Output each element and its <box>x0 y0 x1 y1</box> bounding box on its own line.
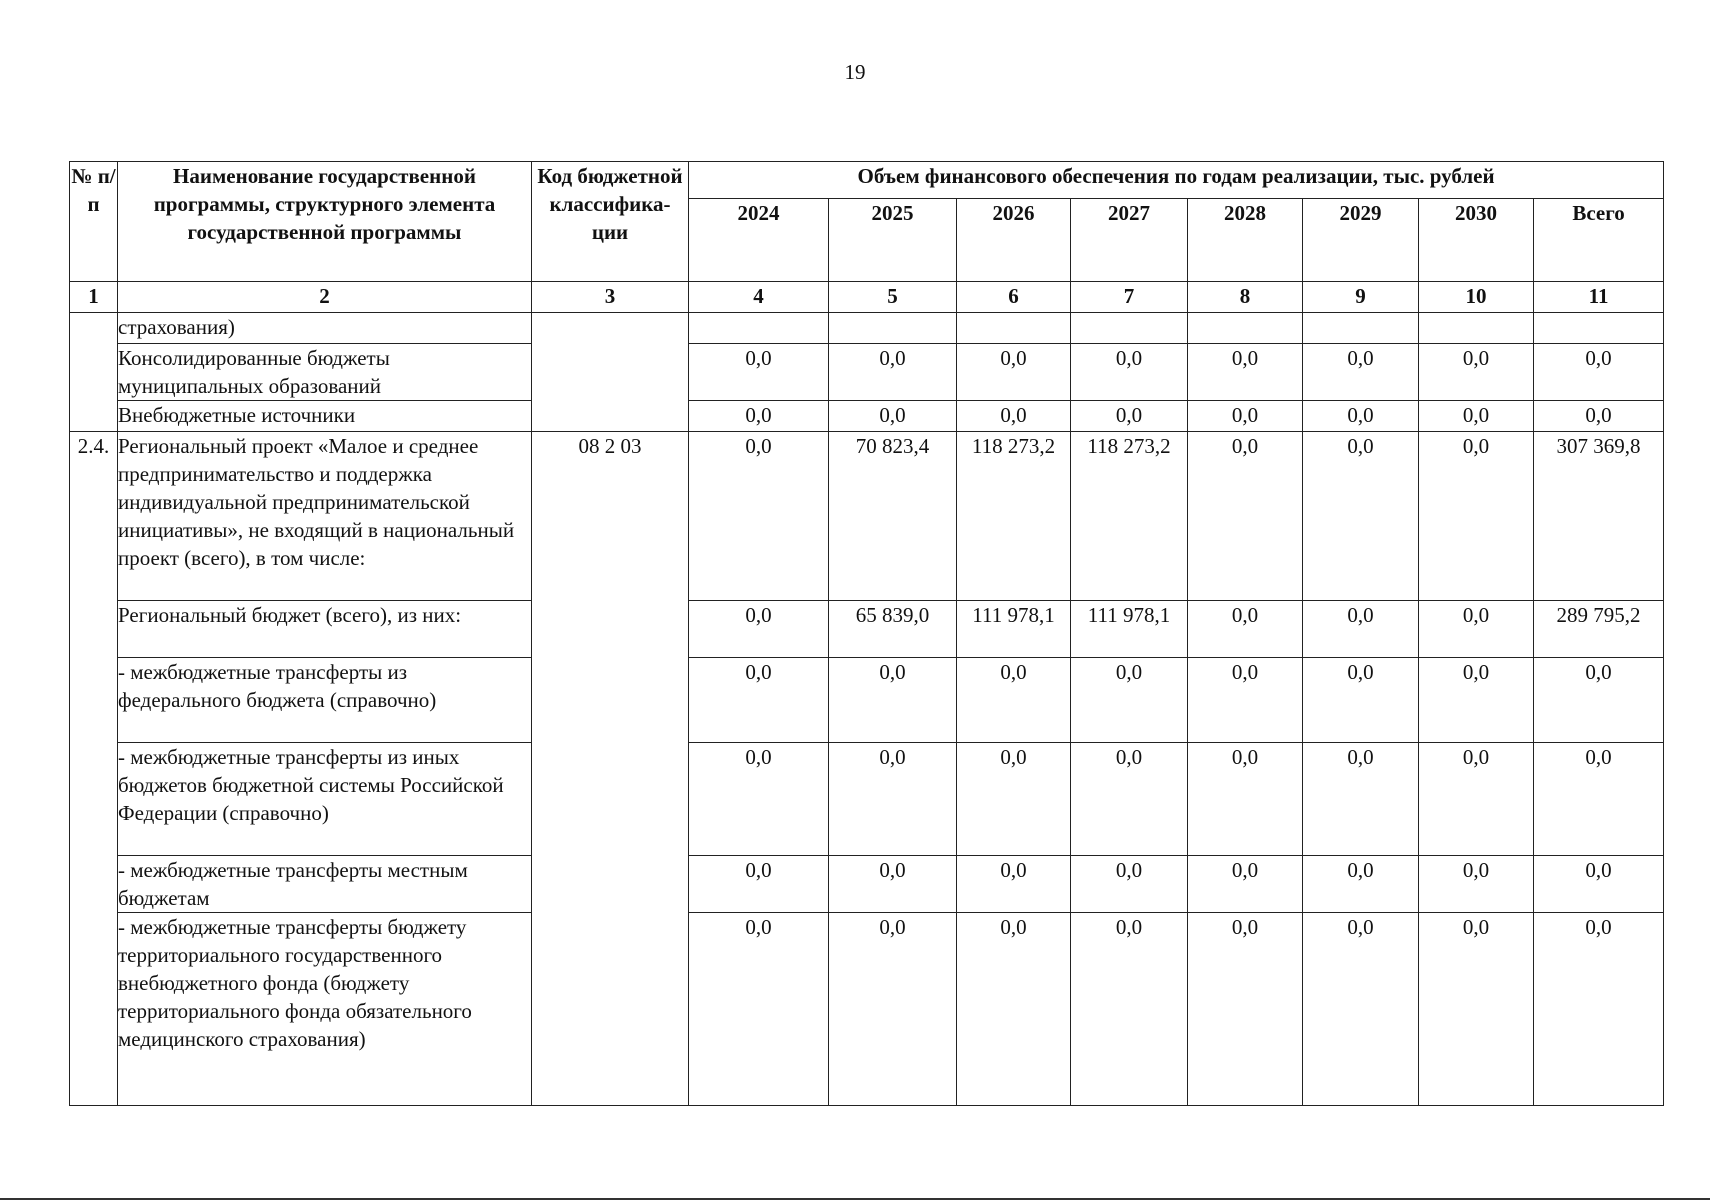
row-name: страхования) <box>118 313 532 344</box>
column-number: 2 <box>118 282 532 313</box>
row-index: 2.4. <box>70 432 118 1106</box>
column-number: 8 <box>1188 282 1303 313</box>
row-value: 0,0 <box>829 913 957 1106</box>
row-value: 307 369,8 <box>1534 432 1664 601</box>
table-row <box>70 313 1664 344</box>
row-value: 0,0 <box>1188 344 1303 401</box>
row-code: 08 2 03 <box>532 432 689 1106</box>
header-no: № п/п <box>70 162 118 282</box>
row-value <box>1419 313 1534 344</box>
header-year: 2026 <box>957 199 1071 282</box>
column-number: 4 <box>689 282 829 313</box>
row-value: 0,0 <box>829 856 957 913</box>
row-value: 0,0 <box>1419 743 1534 856</box>
row-value: 0,0 <box>1303 913 1419 1106</box>
row-value: 0,0 <box>689 401 829 432</box>
row-value: 0,0 <box>957 401 1071 432</box>
table-row <box>70 344 1664 401</box>
column-number: 1 <box>70 282 118 313</box>
column-number: 10 <box>1419 282 1534 313</box>
row-value <box>1534 313 1664 344</box>
row-name: Внебюджетные источники <box>118 401 532 432</box>
row-value: 0,0 <box>1534 743 1664 856</box>
row-value: 0,0 <box>1303 856 1419 913</box>
row-value: 0,0 <box>829 743 957 856</box>
header-year: 2030 <box>1419 199 1534 282</box>
row-value: 0,0 <box>957 743 1071 856</box>
table-row <box>70 658 1664 743</box>
row-value: 0,0 <box>689 344 829 401</box>
header-year: 2025 <box>829 199 957 282</box>
header-year: 2027 <box>1071 199 1188 282</box>
row-value: 0,0 <box>1303 344 1419 401</box>
row-name: Консолидированные бюджеты муниципальных образований <box>118 344 532 401</box>
row-name: - межбюджетные трансферты бюджету территориального государственного внебюджетного фонда (бюджету территориального фонда обязательного медицинского страхования) <box>118 913 532 1106</box>
table-row <box>70 856 1664 913</box>
row-name: Региональный бюджет (всего), из них: <box>118 601 532 658</box>
row-value: 0,0 <box>689 432 829 601</box>
row-value: 0,0 <box>689 913 829 1106</box>
row-value: 0,0 <box>1071 913 1188 1106</box>
row-value: 0,0 <box>829 401 957 432</box>
row-value: 0,0 <box>1303 401 1419 432</box>
row-value: 0,0 <box>1188 913 1303 1106</box>
row-value: 0,0 <box>1071 401 1188 432</box>
row-value: 289 795,2 <box>1534 601 1664 658</box>
row-value: 0,0 <box>1419 601 1534 658</box>
row-code-empty <box>532 313 689 432</box>
row-value: 0,0 <box>1071 344 1188 401</box>
row-value: 0,0 <box>1534 401 1664 432</box>
row-value: 0,0 <box>689 658 829 743</box>
row-value <box>1303 313 1419 344</box>
row-value: 0,0 <box>1188 658 1303 743</box>
row-value <box>1071 313 1188 344</box>
header-volume: Объем финансового обеспечения по годам реализации, тыс. рублей <box>689 162 1664 199</box>
row-value <box>957 313 1071 344</box>
row-value: 0,0 <box>1188 743 1303 856</box>
row-value: 0,0 <box>1303 658 1419 743</box>
header-year: 2028 <box>1188 199 1303 282</box>
column-number: 5 <box>829 282 957 313</box>
row-value: 0,0 <box>1419 401 1534 432</box>
row-value: 70 823,4 <box>829 432 957 601</box>
column-number: 9 <box>1303 282 1419 313</box>
row-value: 0,0 <box>1071 658 1188 743</box>
row-value: 0,0 <box>1419 913 1534 1106</box>
row-value: 0,0 <box>1534 913 1664 1106</box>
row-value: 0,0 <box>1534 344 1664 401</box>
header-name: Наименование государственной программы, структурного элемента государственной программы <box>118 162 532 282</box>
row-value: 0,0 <box>1419 658 1534 743</box>
financing-table <box>69 161 1664 1106</box>
row-value: 65 839,0 <box>829 601 957 658</box>
row-value: 0,0 <box>957 856 1071 913</box>
header-total: Всего <box>1534 199 1664 282</box>
row-value: 0,0 <box>689 601 829 658</box>
row-value: 0,0 <box>957 344 1071 401</box>
row-value: 0,0 <box>1188 856 1303 913</box>
row-value: 0,0 <box>1419 856 1534 913</box>
table-row <box>70 432 1664 601</box>
row-name: - межбюджетные трансферты из иных бюджетов бюджетной системы Российской Федерации (справочно) <box>118 743 532 856</box>
row-index-empty <box>70 313 118 432</box>
column-number: 11 <box>1534 282 1664 313</box>
row-value: 0,0 <box>1419 432 1534 601</box>
row-value <box>1188 313 1303 344</box>
row-name: - межбюджетные трансферты местным бюджетам <box>118 856 532 913</box>
row-value: 0,0 <box>1419 344 1534 401</box>
row-value: 111 978,1 <box>1071 601 1188 658</box>
header-year: 2024 <box>689 199 829 282</box>
header-code: Код бюджетной классифика-ции <box>532 162 689 282</box>
row-value: 0,0 <box>1303 743 1419 856</box>
row-value: 0,0 <box>829 344 957 401</box>
row-value: 0,0 <box>689 743 829 856</box>
table-row <box>70 743 1664 856</box>
table-row <box>70 401 1664 432</box>
row-value: 0,0 <box>829 658 957 743</box>
row-name: - межбюджетные трансферты из федерального бюджета (справочно) <box>118 658 532 743</box>
row-value: 0,0 <box>1188 432 1303 601</box>
row-value: 0,0 <box>1071 743 1188 856</box>
row-value: 0,0 <box>957 913 1071 1106</box>
row-value <box>689 313 829 344</box>
row-value: 0,0 <box>957 658 1071 743</box>
row-value: 111 978,1 <box>957 601 1071 658</box>
row-name: Региональный проект «Малое и среднее предпринимательство и поддержка индивидуальной предпринимательской инициативы», не входящий в национальный проект (всего), в том числе: <box>118 432 532 601</box>
header-year: 2029 <box>1303 199 1419 282</box>
column-number: 3 <box>532 282 689 313</box>
row-value: 0,0 <box>1071 856 1188 913</box>
table-row <box>70 601 1664 658</box>
column-number: 7 <box>1071 282 1188 313</box>
row-value: 118 273,2 <box>957 432 1071 601</box>
page-number: 19 <box>844 60 866 84</box>
row-value: 0,0 <box>1534 658 1664 743</box>
row-value: 0,0 <box>1188 401 1303 432</box>
row-value: 118 273,2 <box>1071 432 1188 601</box>
row-value: 0,0 <box>1303 432 1419 601</box>
table-row <box>70 913 1664 1106</box>
row-value: 0,0 <box>689 856 829 913</box>
row-value: 0,0 <box>1534 856 1664 913</box>
row-value: 0,0 <box>1303 601 1419 658</box>
row-value: 0,0 <box>1188 601 1303 658</box>
row-value <box>829 313 957 344</box>
column-number: 6 <box>957 282 1071 313</box>
